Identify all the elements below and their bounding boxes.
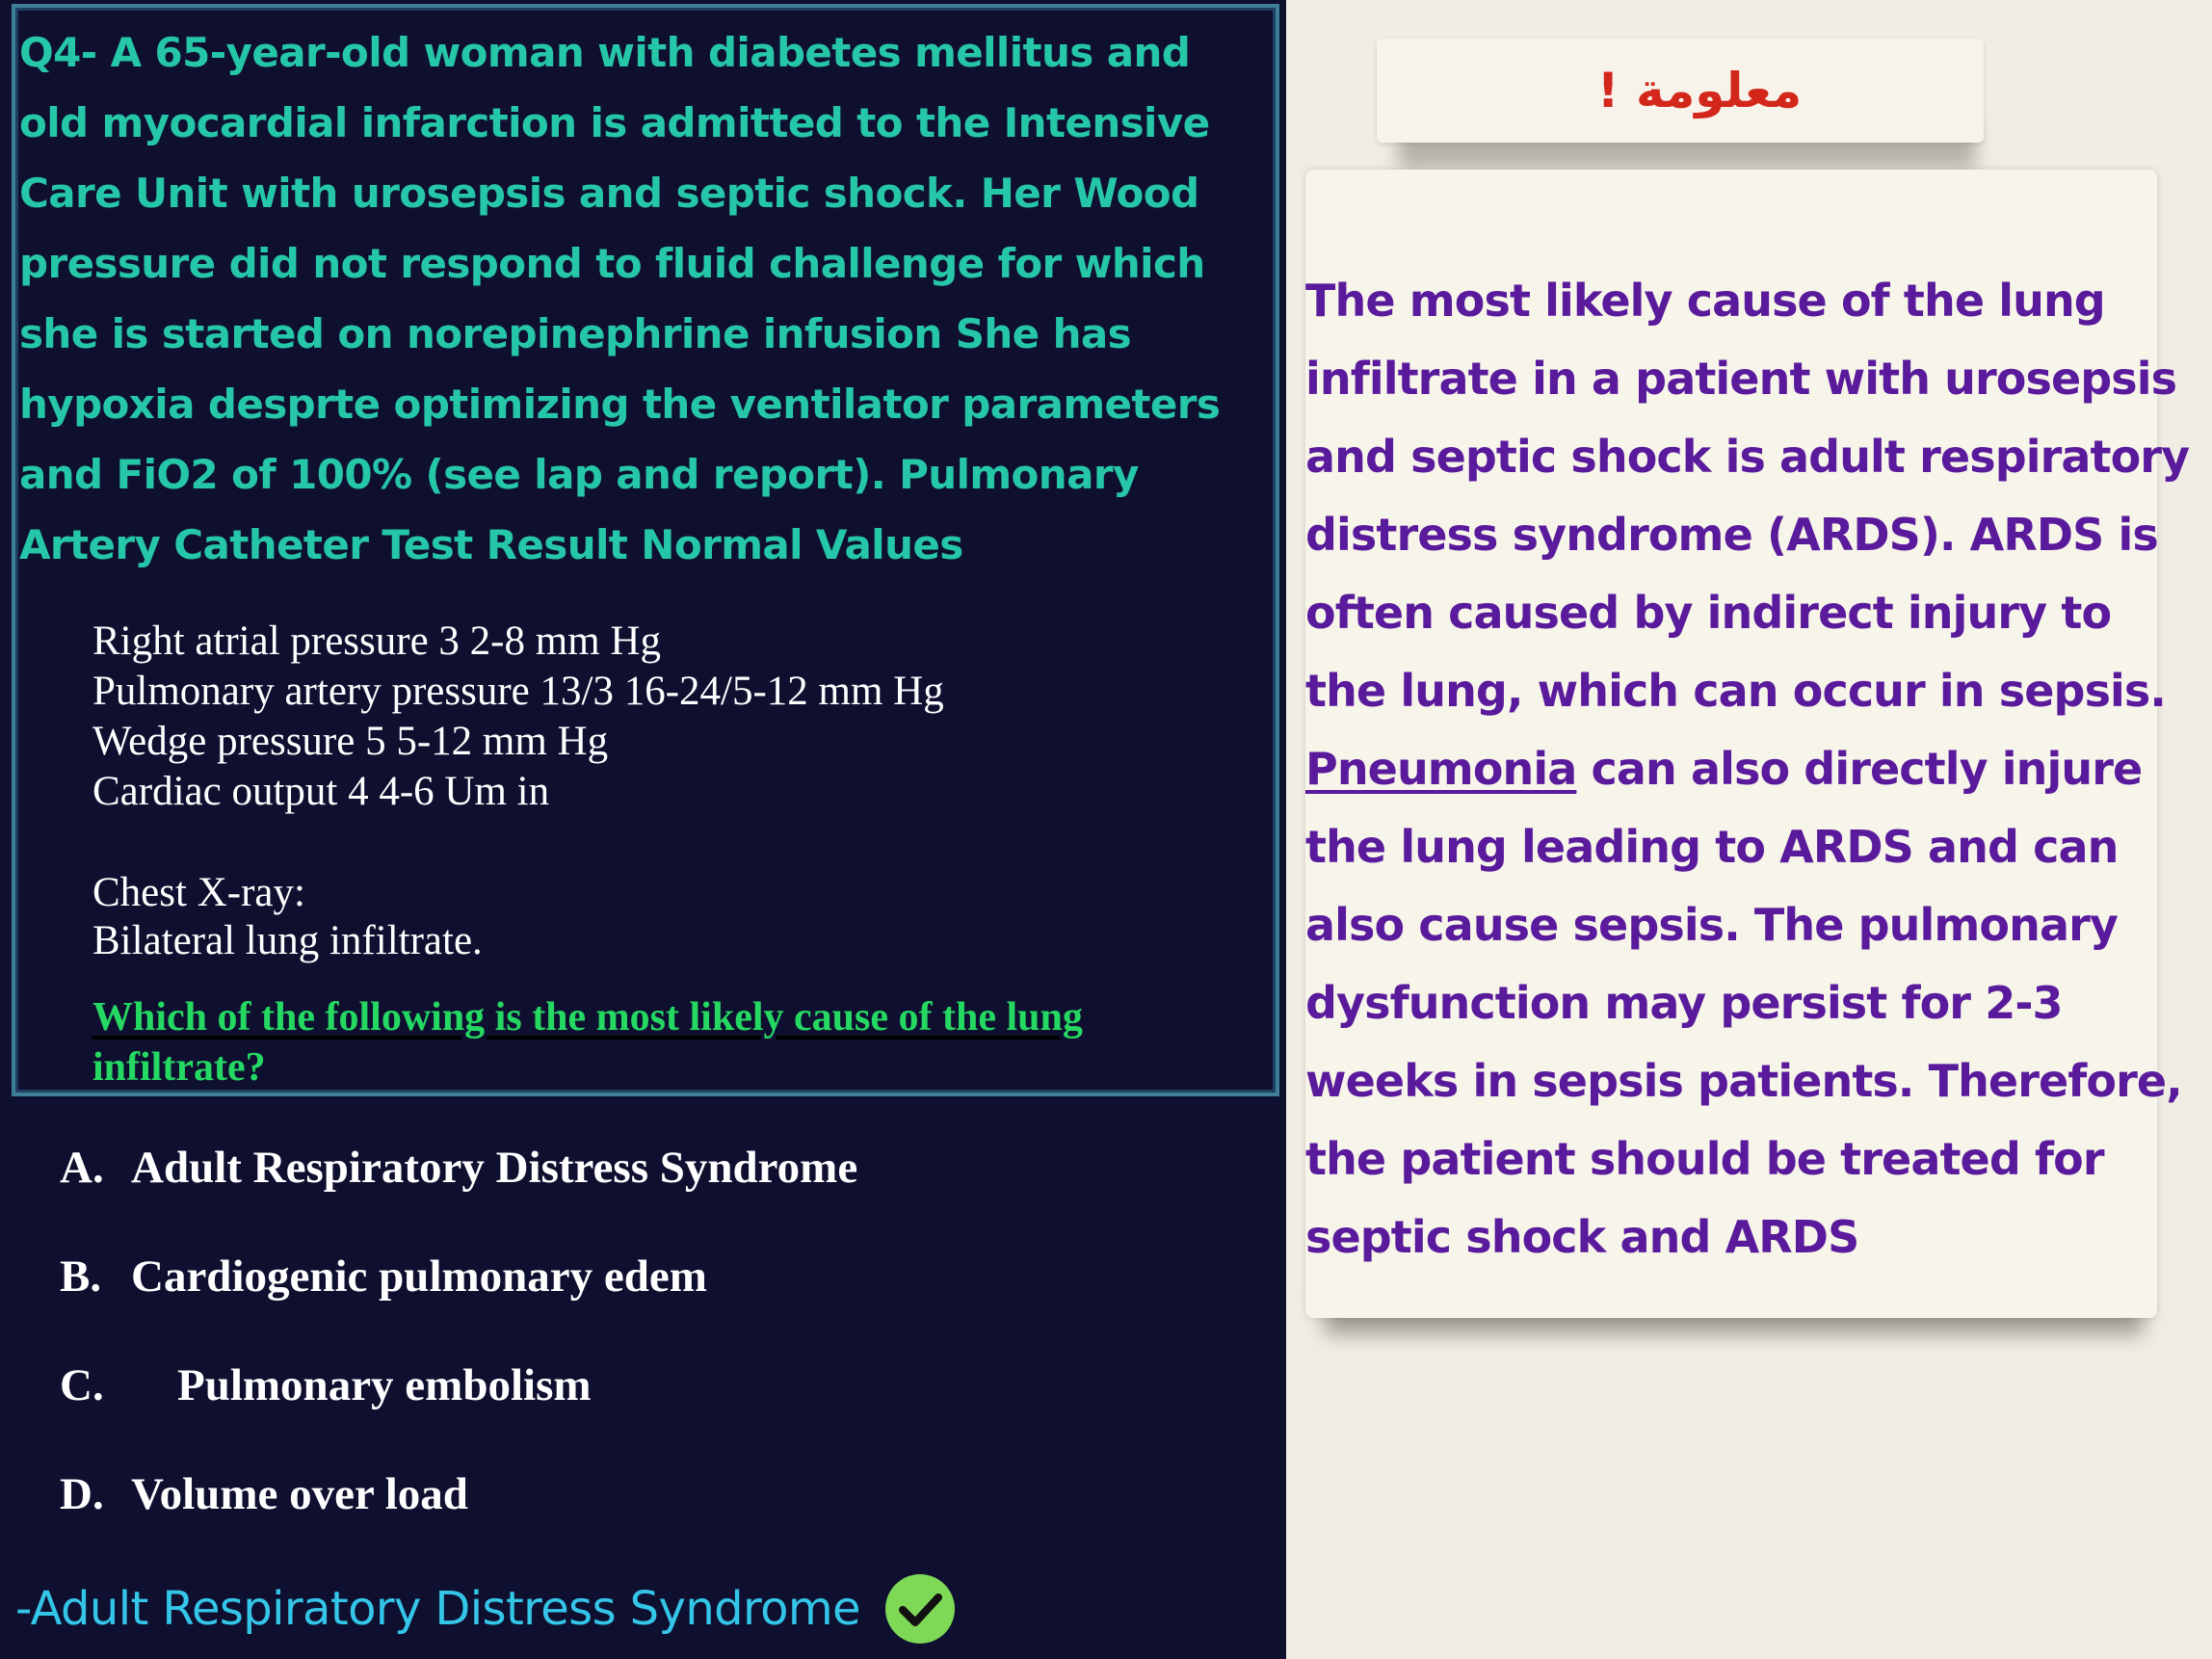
catheter-results-list	[92, 617, 944, 817]
question-prompt-line-2: infiltrate?	[92, 1045, 266, 1090]
explanation-part-1: The most likely cause of the lung infiltrate in a patient with urosepsis and septic shock is adult respiratory distress syndrome (ARDS). ARDS is often caused by indirect injury to the lung, which can occur in sepsis.	[1305, 275, 2190, 717]
explanation-part-2: can also directly injure the lung leading to ARDS and can also cause sepsis. The pulmonary dysfunction may persist for 2-3 weeks in sepsis patients. Therefore, the patient should be treated for septic shock and ARDS	[1305, 743, 2182, 1263]
question-prompt-line-1: Which of the following is the most likely cause of the lung	[92, 995, 1083, 1040]
option-a-letter: A.	[60, 1143, 104, 1193]
pneumonia-link[interactable]: Pneumonia	[1305, 743, 1577, 795]
option-d-text: Volume over load	[131, 1469, 468, 1519]
measurement-wedge-pressure: Wedge pressure 5 5-12 mm Hg	[92, 719, 609, 764]
check-circle-icon	[883, 1572, 957, 1646]
measurement-cardiac-output: Cardiac output 4 4-6 Um in	[92, 769, 550, 814]
option-d-letter: D.	[60, 1469, 104, 1519]
chest-xray-label: Chest X-ray:	[92, 870, 305, 915]
question-prompt	[92, 992, 1191, 1093]
option-b-text: Cardiogenic pulmonary edem	[131, 1251, 707, 1302]
chest-xray-finding: Bilateral lung infiltrate.	[92, 918, 483, 963]
info-title: معلومة !	[1596, 63, 1803, 118]
correct-answer	[15, 1570, 957, 1647]
measurement-right-atrial-pressure: Right atrial pressure 3 2-8 mm Hg	[92, 619, 661, 664]
option-a[interactable]	[60, 1141, 857, 1195]
option-d[interactable]	[60, 1467, 468, 1521]
question-text: Q4- A 65-year-old woman with diabetes mellitus and old myocardial infarction is admitted to the Intensive Care Unit with urosepsis and septic shock. Her Wood pressure did not respond to fluid challenge for which she is started on norepinephrine infusion She has hypoxia desprte optimizing the ventilator parameters and FiO2 of 100% (see lap and report). Pulmonary Artery Catheter Test Result Normal Values	[19, 29, 1221, 568]
option-c-text: Pulmonary embolism	[177, 1360, 592, 1410]
option-c[interactable]	[60, 1358, 592, 1412]
chest-xray-section	[92, 869, 483, 965]
info-title-tab	[1377, 39, 1984, 143]
correct-answer-text: -Adult Respiratory Distress Syndrome	[15, 1582, 860, 1636]
option-b[interactable]	[60, 1250, 707, 1304]
option-b-letter: B.	[60, 1251, 102, 1302]
measurement-pulmonary-artery-pressure: Pulmonary artery pressure 13/3 16-24/5-12 mm Hg	[92, 669, 944, 714]
explanation-text	[1305, 262, 2192, 1277]
option-c-letter: C.	[60, 1360, 104, 1410]
option-a-text: Adult Respiratory Distress Syndrome	[131, 1143, 858, 1193]
